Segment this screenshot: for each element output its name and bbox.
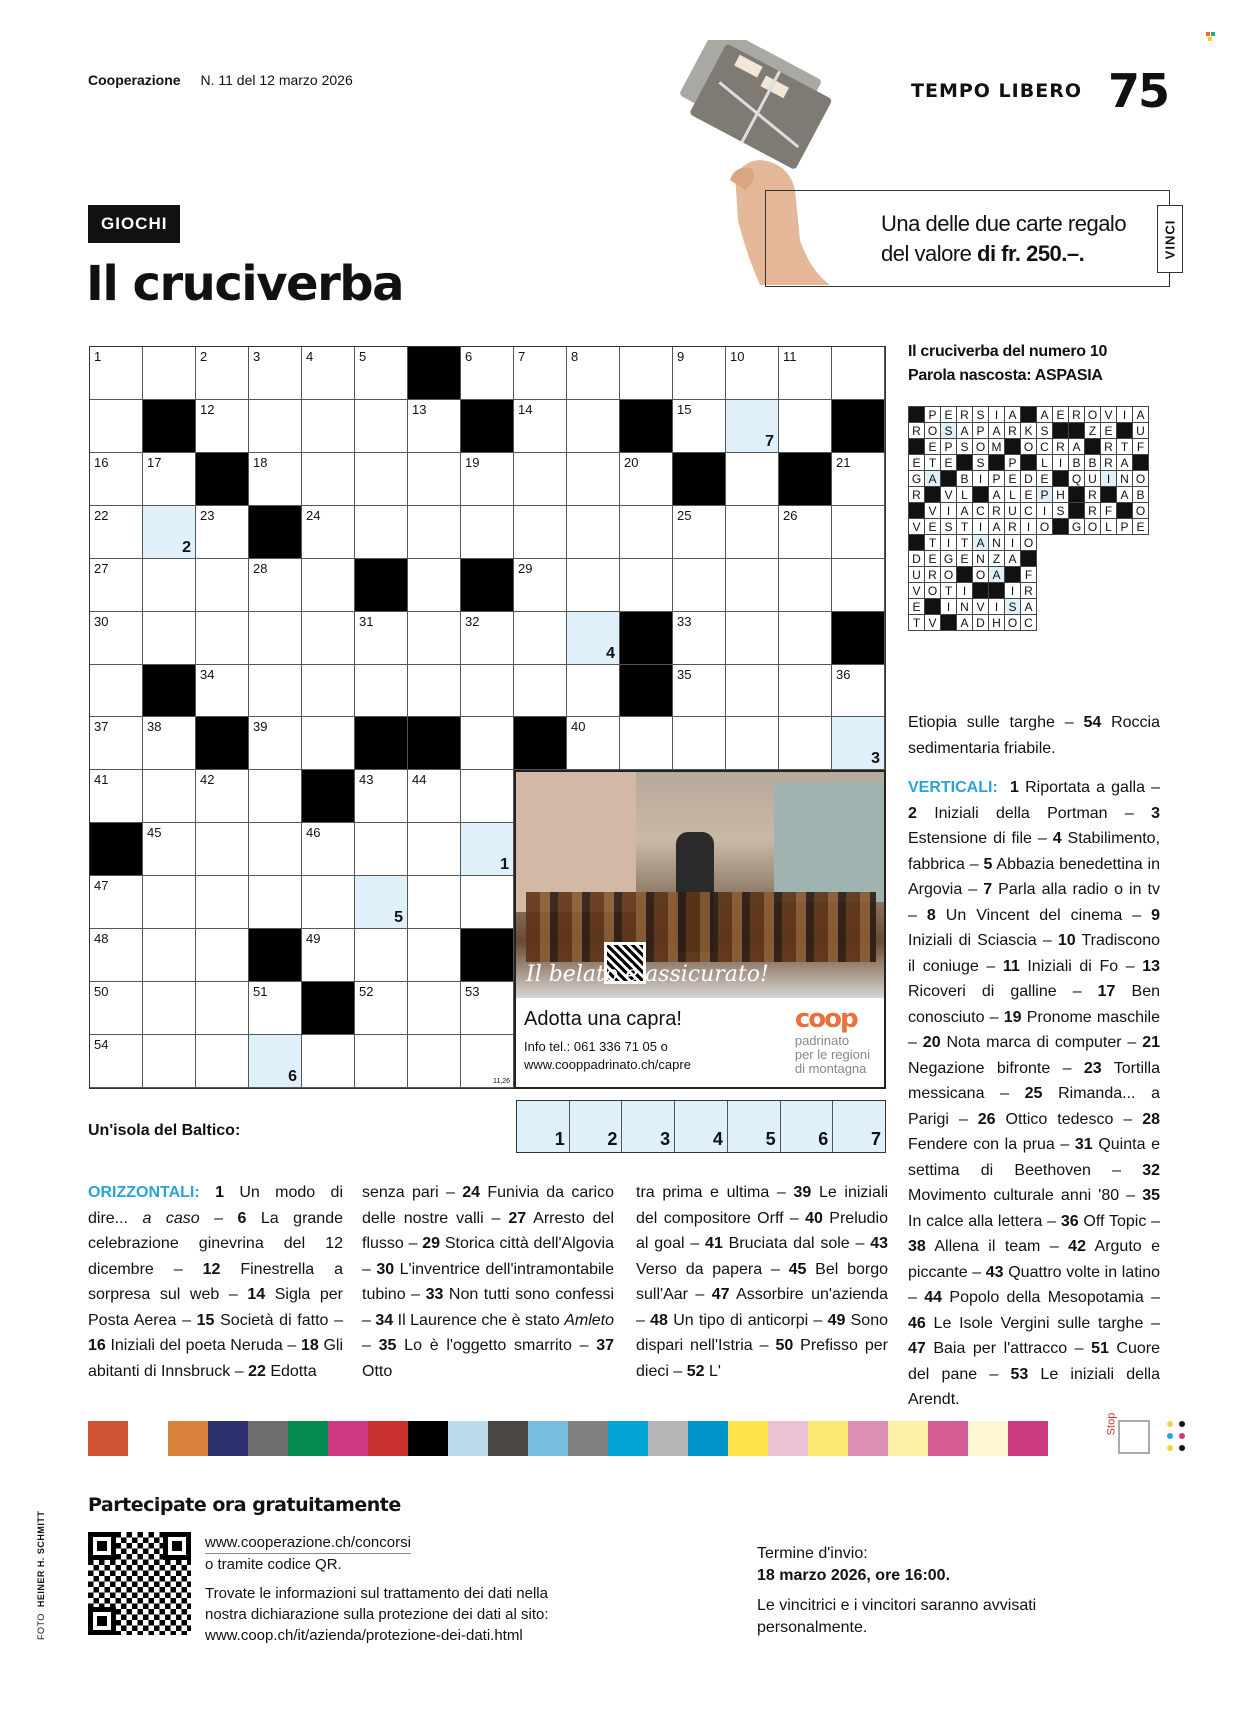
color-swatch bbox=[208, 1421, 248, 1456]
registration-mark-icon bbox=[1206, 32, 1216, 42]
grid-cell[interactable] bbox=[408, 665, 461, 718]
grid-cell[interactable]: 45 bbox=[143, 823, 196, 876]
hidden-word-slot[interactable]: 7 bbox=[833, 1101, 885, 1152]
grid-cell[interactable] bbox=[355, 453, 408, 506]
grid-cell[interactable] bbox=[567, 453, 620, 506]
grid-cell[interactable] bbox=[90, 400, 143, 453]
hidden-word-label: Un'isola del Baltico: bbox=[88, 1122, 241, 1139]
black-cell bbox=[620, 665, 673, 718]
grid-cell[interactable] bbox=[726, 665, 779, 718]
grid-cell[interactable] bbox=[408, 982, 461, 1035]
hidden-word-slot[interactable]: 2 bbox=[570, 1101, 623, 1152]
qr-code-icon[interactable] bbox=[88, 1532, 191, 1635]
color-swatch bbox=[808, 1421, 848, 1456]
clues-column-1: ORIZZONTALI: 1 Un modo di dire... a caso – 6 La grande celebrazione ginevrina del 12 dicembre – 12 Finestrella a sorpresa sul web – 14 Sigla per Posta Aerea – 15 Società di fatto – 16 Iniziali del poeta Neruda – 18 Gli abitanti di Innsbruck – 22 Edotta bbox=[88, 1184, 344, 1380]
grid-cell[interactable] bbox=[249, 823, 302, 876]
key-cell[interactable]: 1 bbox=[461, 823, 514, 876]
grid-cell[interactable] bbox=[408, 612, 461, 665]
hidden-word-slot[interactable]: 3 bbox=[622, 1101, 675, 1152]
grid-cell[interactable] bbox=[514, 506, 567, 559]
grid-cell[interactable]: 51 bbox=[249, 982, 302, 1035]
participate-info: www.cooperazione.ch/concorsi o tramite codice QR. Trovate le informazioni sul trattamento dei dati nella nostra dichiarazione sulla protezione dei dati al sito: www.coop.ch/it/azienda/protezione-dei-dati.html bbox=[205, 1534, 549, 1644]
grid-cell[interactable] bbox=[408, 876, 461, 929]
grid-cell[interactable] bbox=[461, 770, 514, 823]
grid-cell[interactable]: 16 bbox=[90, 453, 143, 506]
qr-hint: o tramite codice QR. bbox=[205, 1556, 342, 1573]
black-cell bbox=[196, 717, 249, 770]
grid-cell[interactable] bbox=[302, 400, 355, 453]
black-cell bbox=[143, 665, 196, 718]
grid-cell[interactable] bbox=[302, 1035, 355, 1088]
clues-column-3: tra prima e ultima – 39 Le iniziali del compositore Orff – 40 Preludio al goal – 41 Bruciata dal sole – 43 Verso da papera – 45 Bel borgo sull'Aar – 47 Assorbire un'azienda – 48 Un tipo di anticorpi – 49 Sono dispari nell'Istria – 50 Prefisso per dieci – 52 L' bbox=[636, 1184, 889, 1380]
black-cell bbox=[461, 559, 514, 612]
grid-cell[interactable] bbox=[143, 929, 196, 982]
grid-cell[interactable] bbox=[567, 506, 620, 559]
grid-cell[interactable]: 33 bbox=[673, 612, 726, 665]
prize-text: Una delle due carte regalo del valore di fr. 250.–. bbox=[881, 211, 1127, 266]
grid-cell[interactable] bbox=[779, 559, 832, 612]
grid-cell[interactable]: 25 bbox=[673, 506, 726, 559]
grid-cell[interactable]: 4 bbox=[302, 347, 355, 400]
key-cell[interactable]: 7 bbox=[726, 400, 779, 453]
grid-cell[interactable] bbox=[249, 612, 302, 665]
black-cell bbox=[673, 453, 726, 506]
privacy-link[interactable]: www.coop.ch/it/azienda/protezione-dei-dati.html bbox=[205, 1627, 523, 1644]
grid-cell[interactable] bbox=[90, 665, 143, 718]
ad-info: Info tel.: 061 336 71 05 o www.cooppadrinato.ch/capre bbox=[524, 1039, 691, 1072]
coop-logo: coop padrinato per le regioni di montagna bbox=[794, 1004, 870, 1076]
hidden-word-slot[interactable]: 4 bbox=[675, 1101, 728, 1152]
grid-cell[interactable] bbox=[355, 1035, 408, 1088]
color-swatch bbox=[128, 1421, 168, 1456]
black-cell bbox=[408, 717, 461, 770]
grid-cell[interactable] bbox=[408, 506, 461, 559]
grid-cell[interactable] bbox=[249, 770, 302, 823]
grid-cell[interactable]: 32 bbox=[461, 612, 514, 665]
black-cell bbox=[461, 929, 514, 982]
grid-cell[interactable]: 14 bbox=[514, 400, 567, 453]
black-cell bbox=[249, 929, 302, 982]
grid-cell[interactable]: 48 bbox=[90, 929, 143, 982]
grid-cell[interactable] bbox=[196, 929, 249, 982]
black-cell bbox=[355, 559, 408, 612]
key-cell[interactable]: 4 bbox=[567, 612, 620, 665]
color-swatch bbox=[608, 1421, 648, 1456]
black-cell bbox=[620, 612, 673, 665]
grid-cell[interactable]: 2 bbox=[196, 347, 249, 400]
grid-cell[interactable] bbox=[196, 823, 249, 876]
black-cell bbox=[196, 453, 249, 506]
grid-cell[interactable]: 37 bbox=[90, 717, 143, 770]
grid-cell[interactable]: 50 bbox=[90, 982, 143, 1035]
grid-cell[interactable] bbox=[143, 559, 196, 612]
grid-cell[interactable] bbox=[461, 876, 514, 929]
grid-cell[interactable] bbox=[355, 506, 408, 559]
black-cell bbox=[620, 400, 673, 453]
hidden-word-slots[interactable] bbox=[516, 1100, 886, 1153]
grid-cell[interactable]: 9 bbox=[673, 347, 726, 400]
coop-goat-ad[interactable] bbox=[514, 770, 886, 1089]
previous-solution-title: Il cruciverba del numero 10 bbox=[908, 343, 1108, 360]
grid-cell[interactable]: 52 bbox=[355, 982, 408, 1035]
stop-label: Stop bbox=[1105, 1412, 1118, 1436]
color-swatch bbox=[568, 1421, 608, 1456]
grid-cell[interactable] bbox=[196, 559, 249, 612]
black-cell bbox=[302, 982, 355, 1035]
color-swatch bbox=[648, 1421, 688, 1456]
grid-cell[interactable] bbox=[143, 770, 196, 823]
color-swatch bbox=[448, 1421, 488, 1456]
grid-cell[interactable] bbox=[673, 559, 726, 612]
grid-cell[interactable] bbox=[302, 612, 355, 665]
black-cell bbox=[832, 400, 885, 453]
grid-cell[interactable]: 21 bbox=[832, 453, 885, 506]
clues-column-4: Etiopia sulle targhe – 54 Roccia sedimentaria friabile. VERTICALI: 1 Riportata a galla – 2 Iniziali della Portman – 3 Estensione di file – 4 Stabilimento, fabbrica – 5 Abbazia benedettina in Argovia – 7 Parla alla radio o in tv – 8 Un Vincent del cinema – 9 Iniziali di Sciascia – 10 Tradiscono il coniuge – 11 Iniziali di Fo – 13 Ricoveri di galline – 17 Ben conosciuto – 19 Pronome maschile – 20 Nota marca di computer – 21 Negazione bifronte – 23 Tortilla messicana – 25 Rimanda... a Parigi – 26 Ottico tedesco – 28 Fendere con la prua – 31 Quinta e settima di Beethoven – 32 Movimento culturale anni '80 – 35 In calce alla lettera – 36 Off Topic – 38 Allena il team – 42 Arguto e piccante – 43 Quattro volte in latino – 44 Popolo della Mesopotamia – 46 Le Isole Vergini sulle targhe – 47 Baia per l'attracco – 51 Cuore del pane – 53 Le iniziali della Arendt. bbox=[908, 710, 1160, 1413]
color-swatch bbox=[408, 1421, 448, 1456]
black-cell bbox=[302, 770, 355, 823]
grid-cell[interactable] bbox=[355, 823, 408, 876]
grid-cell[interactable] bbox=[355, 665, 408, 718]
grid-cell[interactable]: 34 bbox=[196, 665, 249, 718]
grid-cell[interactable]: 47 bbox=[90, 876, 143, 929]
grid-cell[interactable]: 22 bbox=[90, 506, 143, 559]
grid-cell[interactable] bbox=[408, 453, 461, 506]
grid-cell[interactable] bbox=[832, 559, 885, 612]
grid-cell[interactable] bbox=[143, 1035, 196, 1088]
black-cell bbox=[90, 823, 143, 876]
grid-cell[interactable] bbox=[408, 559, 461, 612]
grid-cell[interactable] bbox=[302, 559, 355, 612]
hidden-word-slot[interactable]: 6 bbox=[781, 1101, 834, 1152]
color-swatch bbox=[848, 1421, 888, 1456]
clues-column-2: senza pari – 24 Funivia da carico delle nostre valli – 27 Arresto del flusso – 29 Storica città dell'Algovia – 30 L'inventrice dell'intramontabile tubino – 33 Non tutti sono confessi – 34 Il Laurence che è stato Amleto – 35 Lo è l'oggetto smarrito – 37 Otto bbox=[362, 1184, 615, 1380]
grid-cell[interactable]: 18 bbox=[249, 453, 302, 506]
contest-link[interactable]: www.cooperazione.ch/concorsi bbox=[205, 1532, 411, 1554]
grid-cell[interactable]: 1 bbox=[90, 347, 143, 400]
ad-slogan: Il belato è assicurato! bbox=[526, 962, 769, 987]
black-cell bbox=[514, 717, 567, 770]
previous-hidden-word: Parola nascosta: ASPASIA bbox=[908, 367, 1103, 384]
deadline-date: 18 marzo 2026, ore 16:00. bbox=[757, 1567, 951, 1584]
grid-cell[interactable] bbox=[567, 665, 620, 718]
grid-cell[interactable]: 8 bbox=[567, 347, 620, 400]
prize-box bbox=[765, 190, 1178, 287]
grid-cell[interactable]: 26 bbox=[779, 506, 832, 559]
color-swatch bbox=[1008, 1421, 1048, 1456]
grid-cell[interactable] bbox=[620, 506, 673, 559]
key-cell[interactable]: 3 bbox=[832, 717, 885, 770]
grid-cell[interactable] bbox=[302, 665, 355, 718]
grid-cell[interactable] bbox=[196, 982, 249, 1035]
hidden-word-slot[interactable]: 1 bbox=[517, 1101, 570, 1152]
registration-box-icon bbox=[1118, 1420, 1150, 1454]
grid-cell[interactable]: 39 bbox=[249, 717, 302, 770]
color-swatch bbox=[928, 1421, 968, 1456]
grid-cell[interactable] bbox=[143, 612, 196, 665]
color-swatch bbox=[488, 1421, 528, 1456]
color-swatch bbox=[248, 1421, 288, 1456]
key-cell[interactable]: 6 bbox=[249, 1035, 302, 1088]
grid-cell[interactable] bbox=[726, 506, 779, 559]
color-swatch bbox=[688, 1421, 728, 1456]
black-cell bbox=[832, 612, 885, 665]
grid-cell[interactable]: 46 bbox=[302, 823, 355, 876]
grid-cell[interactable]: 44 bbox=[408, 770, 461, 823]
grid-cell[interactable] bbox=[249, 400, 302, 453]
color-swatch bbox=[528, 1421, 568, 1456]
color-swatch bbox=[728, 1421, 768, 1456]
grid-cell[interactable] bbox=[302, 453, 355, 506]
grid-cell[interactable]: 10 bbox=[726, 347, 779, 400]
photo-credit: FOTO HEINER H. SCHMITT bbox=[36, 1510, 46, 1640]
ad-link[interactable]: www.cooppadrinato.ch/capre bbox=[524, 1057, 691, 1072]
ad-title: Adotta una capra! bbox=[524, 1008, 682, 1030]
grid-cell[interactable]: 20 bbox=[620, 453, 673, 506]
grid-cell[interactable] bbox=[567, 400, 620, 453]
grid-cell[interactable] bbox=[302, 717, 355, 770]
grid-cell[interactable] bbox=[302, 876, 355, 929]
grid-cell[interactable]: 13 bbox=[408, 400, 461, 453]
grid-cell[interactable] bbox=[196, 1035, 249, 1088]
grid-cell[interactable] bbox=[461, 717, 514, 770]
issue-info: N. 11 del 12 marzo 2026 bbox=[200, 72, 353, 88]
grid-cell[interactable]: 3 bbox=[249, 347, 302, 400]
grid-cell[interactable]: 40 bbox=[567, 717, 620, 770]
black-cell bbox=[408, 347, 461, 400]
grid-cell[interactable]: 38 bbox=[143, 717, 196, 770]
page-title: Il cruciverba bbox=[86, 256, 403, 312]
color-swatch bbox=[168, 1421, 208, 1456]
section-name: TEMPO LIBERO bbox=[911, 80, 1082, 102]
grid-cell[interactable] bbox=[355, 400, 408, 453]
grid-cell[interactable]: 17 bbox=[143, 453, 196, 506]
grid-cell[interactable] bbox=[461, 665, 514, 718]
color-swatch bbox=[888, 1421, 928, 1456]
black-cell bbox=[249, 506, 302, 559]
grid-cell[interactable]: 31 bbox=[355, 612, 408, 665]
vertical-label: VERTICALI: bbox=[908, 779, 998, 796]
grid-cell[interactable] bbox=[355, 929, 408, 982]
grid-cell[interactable]: 42 bbox=[196, 770, 249, 823]
grid-cell[interactable]: 7 bbox=[514, 347, 567, 400]
black-cell bbox=[355, 717, 408, 770]
black-cell bbox=[779, 453, 832, 506]
grid-cell[interactable] bbox=[726, 717, 779, 770]
color-swatch bbox=[328, 1421, 368, 1456]
grid-cell[interactable]: 35 bbox=[673, 665, 726, 718]
grid-cell[interactable] bbox=[620, 347, 673, 400]
color-swatch bbox=[368, 1421, 408, 1456]
grid-cell[interactable]: 41 bbox=[90, 770, 143, 823]
grid-cell[interactable] bbox=[249, 876, 302, 929]
vinci-tag: VINCI bbox=[1157, 205, 1183, 273]
deadline-info: Termine d'invio: 18 marzo 2026, ore 16:00. Le vincitrici e i vincitori saranno avvisati personalmente. bbox=[757, 1545, 1037, 1636]
grid-cell[interactable]: 49 bbox=[302, 929, 355, 982]
grid-cell[interactable] bbox=[143, 982, 196, 1035]
key-cell[interactable]: 2 bbox=[143, 506, 196, 559]
grid-cell[interactable] bbox=[461, 506, 514, 559]
grid-cell[interactable]: 53 bbox=[461, 982, 514, 1035]
grid-cell[interactable] bbox=[143, 876, 196, 929]
grid-cell[interactable]: 11 bbox=[779, 347, 832, 400]
grid-cell[interactable] bbox=[408, 1035, 461, 1088]
grid-cell[interactable] bbox=[726, 453, 779, 506]
grid-cell[interactable] bbox=[567, 559, 620, 612]
participate-title: Partecipate ora gratuitamente bbox=[88, 1494, 401, 1516]
section-badge: GIOCHI bbox=[88, 205, 180, 243]
grid-cell[interactable]: 11,26 bbox=[461, 1035, 514, 1088]
horizontal-label: ORIZZONTALI: bbox=[88, 1184, 200, 1201]
grid-cell[interactable] bbox=[196, 876, 249, 929]
grid-cell[interactable]: 43 bbox=[355, 770, 408, 823]
grid-cell[interactable]: 30 bbox=[90, 612, 143, 665]
grid-cell[interactable]: 54 bbox=[90, 1035, 143, 1088]
grid-cell[interactable] bbox=[143, 347, 196, 400]
grid-cell[interactable] bbox=[832, 506, 885, 559]
key-cell[interactable]: 5 bbox=[355, 876, 408, 929]
grid-cell[interactable] bbox=[249, 665, 302, 718]
grid-cell[interactable] bbox=[514, 453, 567, 506]
grid-cell[interactable] bbox=[196, 612, 249, 665]
color-swatch bbox=[968, 1421, 1008, 1456]
issue-header bbox=[88, 72, 353, 88]
grid-cell[interactable]: 5 bbox=[355, 347, 408, 400]
grid-cell[interactable]: 15 bbox=[673, 400, 726, 453]
grid-cell[interactable]: 36 bbox=[832, 665, 885, 718]
grid-cell[interactable]: 23 bbox=[196, 506, 249, 559]
grid-cell[interactable] bbox=[726, 612, 779, 665]
grid-cell[interactable] bbox=[779, 717, 832, 770]
grid-cell[interactable]: 27 bbox=[90, 559, 143, 612]
grid-cell[interactable]: 12 bbox=[196, 400, 249, 453]
grid-cell[interactable] bbox=[832, 347, 885, 400]
grid-cell[interactable] bbox=[620, 559, 673, 612]
color-swatch bbox=[768, 1421, 808, 1456]
page-header-right bbox=[911, 64, 1168, 118]
page-number: 75 bbox=[1107, 64, 1168, 118]
grid-cell[interactable]: 24 bbox=[302, 506, 355, 559]
black-cell bbox=[461, 400, 514, 453]
color-swatch bbox=[88, 1421, 128, 1456]
previous-solution-grid: P E R S I A A E R O V I A R O S A P A R K S Z E U E P S O M O C R A R T F E T E S P L I B B R A G A B I P E D E Q U I N O R V L A L E P H R A B V I A C R U C I S R F O V E S T I A R I O G O L P E T I T A N I O D E G E N Z A U R O O A F V O T I I R E I N V I S A T V A D H O C bbox=[908, 406, 1149, 631]
grid-cell[interactable] bbox=[408, 823, 461, 876]
black-cell bbox=[143, 400, 196, 453]
hidden-word-slot[interactable]: 5 bbox=[728, 1101, 781, 1152]
vertical-clues: VERTICALI: 1 Riportata a galla – 2 Iniziali della Portman – 3 Estensione di file – 4 Stabilimento, fabbrica – 5 Abbazia benedettina in Argovia – 7 Parla alla radio o in tv – 8 Un Vincent del cinema – 9 Iniziali di Sciascia – 10 Tradiscono il coniuge – 11 Iniziali di Fo – 13 Ricoveri di galline – 17 Ben conosciuto – 19 Pronome maschile – 20 Nota marca di computer – 21 Negazione bifronte – 23 Tortilla messicana – 25 Rimanda... a Parigi – 26 Ottico tedesco – 28 Fendere con la prua – 31 Quinta e settima di Beethoven – 32 Movimento culturale anni '80 – 35 In calce alla lettera – 36 Off Topic – 38 Allena il team – 42 Arguto e piccante – 43 Quattro volte in latino – 44 Popolo della Mesopotamia – 46 Le Isole Vergini sulle targhe – 47 Baia per l'attracco – 51 Cuore del pane – 53 Le iniziali della Arendt. bbox=[908, 779, 1161, 1408]
print-color-bar bbox=[88, 1421, 1048, 1456]
grid-cell[interactable]: 28 bbox=[249, 559, 302, 612]
grid-cell[interactable] bbox=[514, 665, 567, 718]
grid-cell[interactable] bbox=[779, 400, 832, 453]
grid-cell[interactable] bbox=[726, 559, 779, 612]
grid-cell[interactable] bbox=[779, 612, 832, 665]
grid-cell[interactable] bbox=[620, 717, 673, 770]
grid-cell[interactable]: 19 bbox=[461, 453, 514, 506]
grid-cell[interactable] bbox=[408, 929, 461, 982]
color-dots-icon bbox=[1167, 1421, 1185, 1451]
previous-solution bbox=[908, 340, 1149, 631]
grid-cell[interactable]: 29 bbox=[514, 559, 567, 612]
grid-cell[interactable]: 6 bbox=[461, 347, 514, 400]
grid-cell[interactable] bbox=[779, 665, 832, 718]
grid-cell[interactable] bbox=[673, 717, 726, 770]
magazine-name: Cooperazione bbox=[88, 72, 181, 88]
color-swatch bbox=[288, 1421, 328, 1456]
grid-cell[interactable] bbox=[514, 612, 567, 665]
goats-photo bbox=[516, 772, 884, 998]
